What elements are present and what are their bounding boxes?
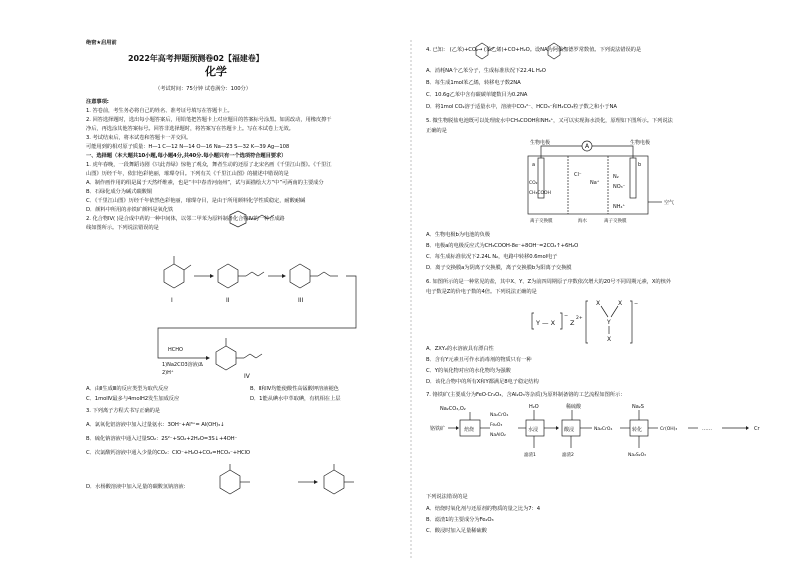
q5-option-a: A．生物电极b为电池的负极 <box>426 232 490 238</box>
flow-filtrate-2: 滤渣2 <box>562 453 574 458</box>
svg-text:−: − <box>564 313 569 319</box>
svg-text:2+: 2+ <box>576 316 583 321</box>
svg-text:X: X <box>607 336 612 343</box>
q6-option-c: C．Y的氧化物对应的水化物均为强酸 <box>426 368 511 374</box>
reagent-acid: 2)H⁺ <box>162 370 174 376</box>
q7-option-b: B．滤渣1的主要成分为Fe₂O₃ <box>426 517 494 523</box>
flow-mixture-3: NaAlO₂ <box>490 433 506 438</box>
q1-option-d: D．颜料中所用的赤铁矿颜料是氧化铁 <box>86 207 174 213</box>
svg-text:−: − <box>634 301 639 307</box>
reagent-na2co3: 1)Na2CO3溶液/Δ <box>162 362 203 368</box>
q7-stem: 7. 铬铁矿(主要成分为FeO·Cr₂O₃，含Al₂O₃等杂质)为原料制备铬的工艺流程如图所示： <box>426 392 626 398</box>
note-line: 3. 考试结束后，将本试卷和答题卡一并交回。 <box>86 135 192 141</box>
reagent-hcho: HCHO <box>168 347 183 353</box>
q2-option-d: D．1能从碘水中萃取碘，有机相在上层 <box>250 396 341 402</box>
q3-option-c: C．次氯酸钙溶液中通入少量的CO₂：ClO⁻+H₂O+CO₂=HCO₃⁻+HClO <box>86 450 250 456</box>
flow-product-1: Na₂CrO₄ <box>594 427 613 432</box>
na-label: Na⁺ <box>590 180 600 186</box>
bio-electrode-label-right: 生物电极 <box>630 140 651 146</box>
q2-stem: 2. 化合物IV( )是合成中药的一种中间体，以邻二甲苯为原料制备化合物IV的一种合成路 <box>86 216 285 222</box>
flow-leach: 水浸 <box>528 427 539 433</box>
q4-option-b: B．每生成1mol苯乙烯，转移电子数2NA <box>426 80 521 86</box>
flow-h2o: H₂O <box>529 404 539 410</box>
q3-stem: 3. 下列离子方程式书写正确的是 <box>86 408 160 414</box>
compound-iv-inline-structure <box>230 211 274 227</box>
flow-cr-oh: Cr(OH)₃ <box>660 427 678 432</box>
section-heading: 一、选择题（本大题共10小题,每小题4分,共40分.每小题只有一个选项符合题目要求） <box>86 153 287 159</box>
atomic-masses: 可能用到的相对原子质量：H—1 C—12 N—14 O—16 Na—23 S—32 K—39 Ag—108 <box>86 144 290 150</box>
compound-iv-structure <box>216 338 262 370</box>
ch3cooh-label: CH₃COOH <box>529 191 551 196</box>
q2-option-a: A．由Ⅱ生成Ⅲ的反应类型为取代反应 <box>86 386 169 392</box>
q1-option-c: C．《千里江山图》历经千年依然色彩艳丽，璀璨夺目，是由于所用颜料化学性质稳定，耐酸耐碱 <box>86 198 306 204</box>
q7-option-a: A．焙烧时氧化剂与还原剂的物质的量之比为7：4 <box>426 506 541 512</box>
flow-roast: 焙烧 <box>464 427 475 433</box>
q4-stem: 4. 已知： (乙苯)+CO₂→ (苯乙烯)+CO+H₂O。设NA为阿伏加德罗常数值。下列说法错误的是 <box>426 47 642 53</box>
flow-mixture-1: Na₂CrO₄ <box>490 413 509 418</box>
q6-option-a: A．ZXY₂的水溶液具有漂白性 <box>426 346 494 352</box>
flow-acidify: 酸浸 <box>564 427 575 433</box>
q1-stem: 1. 虎年春晚，一段舞蹈诗剧《只此青绿》惊艳了观众，舞者生动的还原了北宋名画《千里江山图》。《千里江 <box>86 162 332 168</box>
note-line: 净后，再选涂其他答案标号。回答非选择题时，将答案写在答题卡上。写在本试卷上无效。 <box>86 126 294 132</box>
q5-stem: 5. 微生物脱盐电池既可以处理废水中CH₃COOH和NH₄⁺，又可以实现海水淡化，原理如下图所示。下列说法 <box>426 118 673 124</box>
membrane-b-label: 离子交换膜 <box>604 219 627 224</box>
flow-reduce: 转化 <box>632 427 643 433</box>
q7-stem-2: 下列说法错误的是 <box>426 494 468 500</box>
q6-salt-structure <box>530 295 650 347</box>
q6-stem: 6. 如图所示的是一种常见的盐，其中X、Y、Z为前四周期原子序数依次增大的20号不同周期元素，X的核外 <box>426 279 671 285</box>
svg-text:Y: Y <box>607 319 611 326</box>
q5-option-d: D．离子交换膜a为阴离子交换膜，离子交换膜b为阳离子交换膜 <box>426 265 572 271</box>
flow-reagent-in: Na₂CO₃,O₂ <box>440 406 466 412</box>
n2-label: N₂ <box>613 174 619 180</box>
compound-i-structure <box>164 256 191 288</box>
note-line: 2. 回答选择题时，选出每小题答案后，用铅笔把答题卡上对应题目的答案标号涂黑。如需改动，用橡皮擦干 <box>86 117 332 123</box>
q2-option-b: B．Ⅱ和Ⅳ均能使酸性高锰酸钾溶液褪色 <box>250 386 339 392</box>
q5-stem: 正确的是 <box>426 128 447 134</box>
q6-stem: 电子数是Z的价电子数的4倍。下列说法正确的是 <box>426 289 537 295</box>
ammeter-label: A <box>585 143 590 150</box>
q6-option-b: B．含有Y元素且可作水消毒剂的物质只有一种 <box>426 357 532 363</box>
svg-text:Z: Z <box>570 319 575 327</box>
q4-option-a: A．消耗NA个乙苯分子，生成标准状况下22.4L H₂O <box>426 68 546 74</box>
q7-option-c: C．酸浸时加入足量稀硫酸 <box>426 528 487 534</box>
compound-iii-structure <box>290 264 338 288</box>
flow-sulfide: Na₂S <box>632 404 644 410</box>
co2-label: CO₂ <box>529 181 538 186</box>
q6-option-d: D．该化合物中的所有X和Y都满足8电子稳定结构 <box>426 379 539 385</box>
flow-ore: 铬铁矿 <box>430 426 446 432</box>
secret-label: 绝密★启用前 <box>86 40 117 46</box>
flow-byproduct: Na₂S₂O₃ <box>628 453 646 458</box>
q2-stem: 线如图所示。下列说法错误的是 <box>86 225 159 231</box>
compound-ii-structure <box>218 264 264 288</box>
q4-option-c: C．10.6g乙苯中含有碳碳单键数目为0.2NA <box>426 92 528 98</box>
q3-option-b: B．硫化钠溶液中通入过量SO₂：2S²⁻+SO₂+2H₂O=3S↓+4OH⁻ <box>86 436 238 442</box>
q2-option-c: C．1molⅣ最多与4molH2发生加成反应 <box>86 396 180 402</box>
svg-text:X: X <box>618 300 623 307</box>
exam-title: 2022年高考押题预测卷02【福建卷】 <box>128 54 264 63</box>
q3-salicylic-reaction <box>210 462 410 512</box>
air-label: 空气 <box>664 200 675 206</box>
label-compound-iii: III <box>298 297 304 304</box>
label-compound-ii: II <box>226 297 230 304</box>
membrane-a-label: 离子交换膜 <box>530 219 553 224</box>
exam-info: （考试时间：75分钟 试卷满分：100分） <box>155 86 251 92</box>
q7-process-flow <box>426 400 792 476</box>
notes-heading: 注意事项: <box>86 99 109 105</box>
q1-option-a: A．制作画作用的绢是属于天然纤维素，也是“丰中春青河南州”，试与面描绘大方“中”可两南的主要成分 <box>86 180 324 186</box>
q3-option-a: A．氯氧化铝溶液中加入过量氨水：3OH⁻+Al³⁺= Al(OH)₃↓ <box>86 422 225 428</box>
q5-cell-diagram <box>510 136 690 226</box>
subject-title: 化学 <box>205 65 227 78</box>
svg-text:Y — X: Y — X <box>536 319 556 327</box>
flow-cr: Cr <box>754 426 760 432</box>
q3-option-d: D．水杨酸溶液中加入足量的碳酸氢钠溶液： <box>86 484 189 490</box>
note-line: 1. 答卷前，考生务必将自己的姓名、准考证号填写在答题卡上。 <box>86 108 233 114</box>
nh4-label: NH₄⁺ <box>613 204 626 210</box>
cl-label: Cl⁻ <box>574 172 582 178</box>
svg-text:X: X <box>596 300 601 307</box>
label-compound-i: I <box>171 297 173 304</box>
q1-stem: 山图》历经千年，依旧色彩艳丽，璀璨夺目。下列有关《千里江山图》的描述中错误的是 <box>86 171 289 177</box>
flow-acid: 稀硫酸 <box>566 404 582 410</box>
q2-synthesis-diagram <box>86 210 408 380</box>
q4-option-d: D．将1mol CO₂溶于适量水中，溶液中CO₃²⁻、HCO₃⁻和H₂CO₃粒子数之和小于NA <box>426 104 617 110</box>
q5-option-b: B．电极a的电极反应式为CH₃COOH-8e⁻+8OH⁻=2CO₂↑+6H₂O <box>426 243 579 249</box>
bio-electrode-label: 生物电极 <box>530 140 551 146</box>
electrode-a-label: a <box>532 162 536 168</box>
flow-filtrate-1: 滤渣1 <box>524 453 536 458</box>
flow-dots: …… <box>702 426 712 432</box>
label-compound-iv: IV <box>244 373 250 380</box>
electrode-b-label: b <box>638 162 642 168</box>
seawater-label: 海水 <box>578 219 587 224</box>
right-column <box>410 0 794 562</box>
flow-mixture-2: Fe₂O₃ <box>490 423 503 428</box>
no3-label: NO₃⁻ <box>613 184 626 190</box>
q1-option-b: B．石绿化成分为碱式碳酸铜 <box>86 189 152 195</box>
q5-option-c: C．每生成标准状况下2.24L N₂，电路中转移0.6mol电子 <box>426 254 558 260</box>
